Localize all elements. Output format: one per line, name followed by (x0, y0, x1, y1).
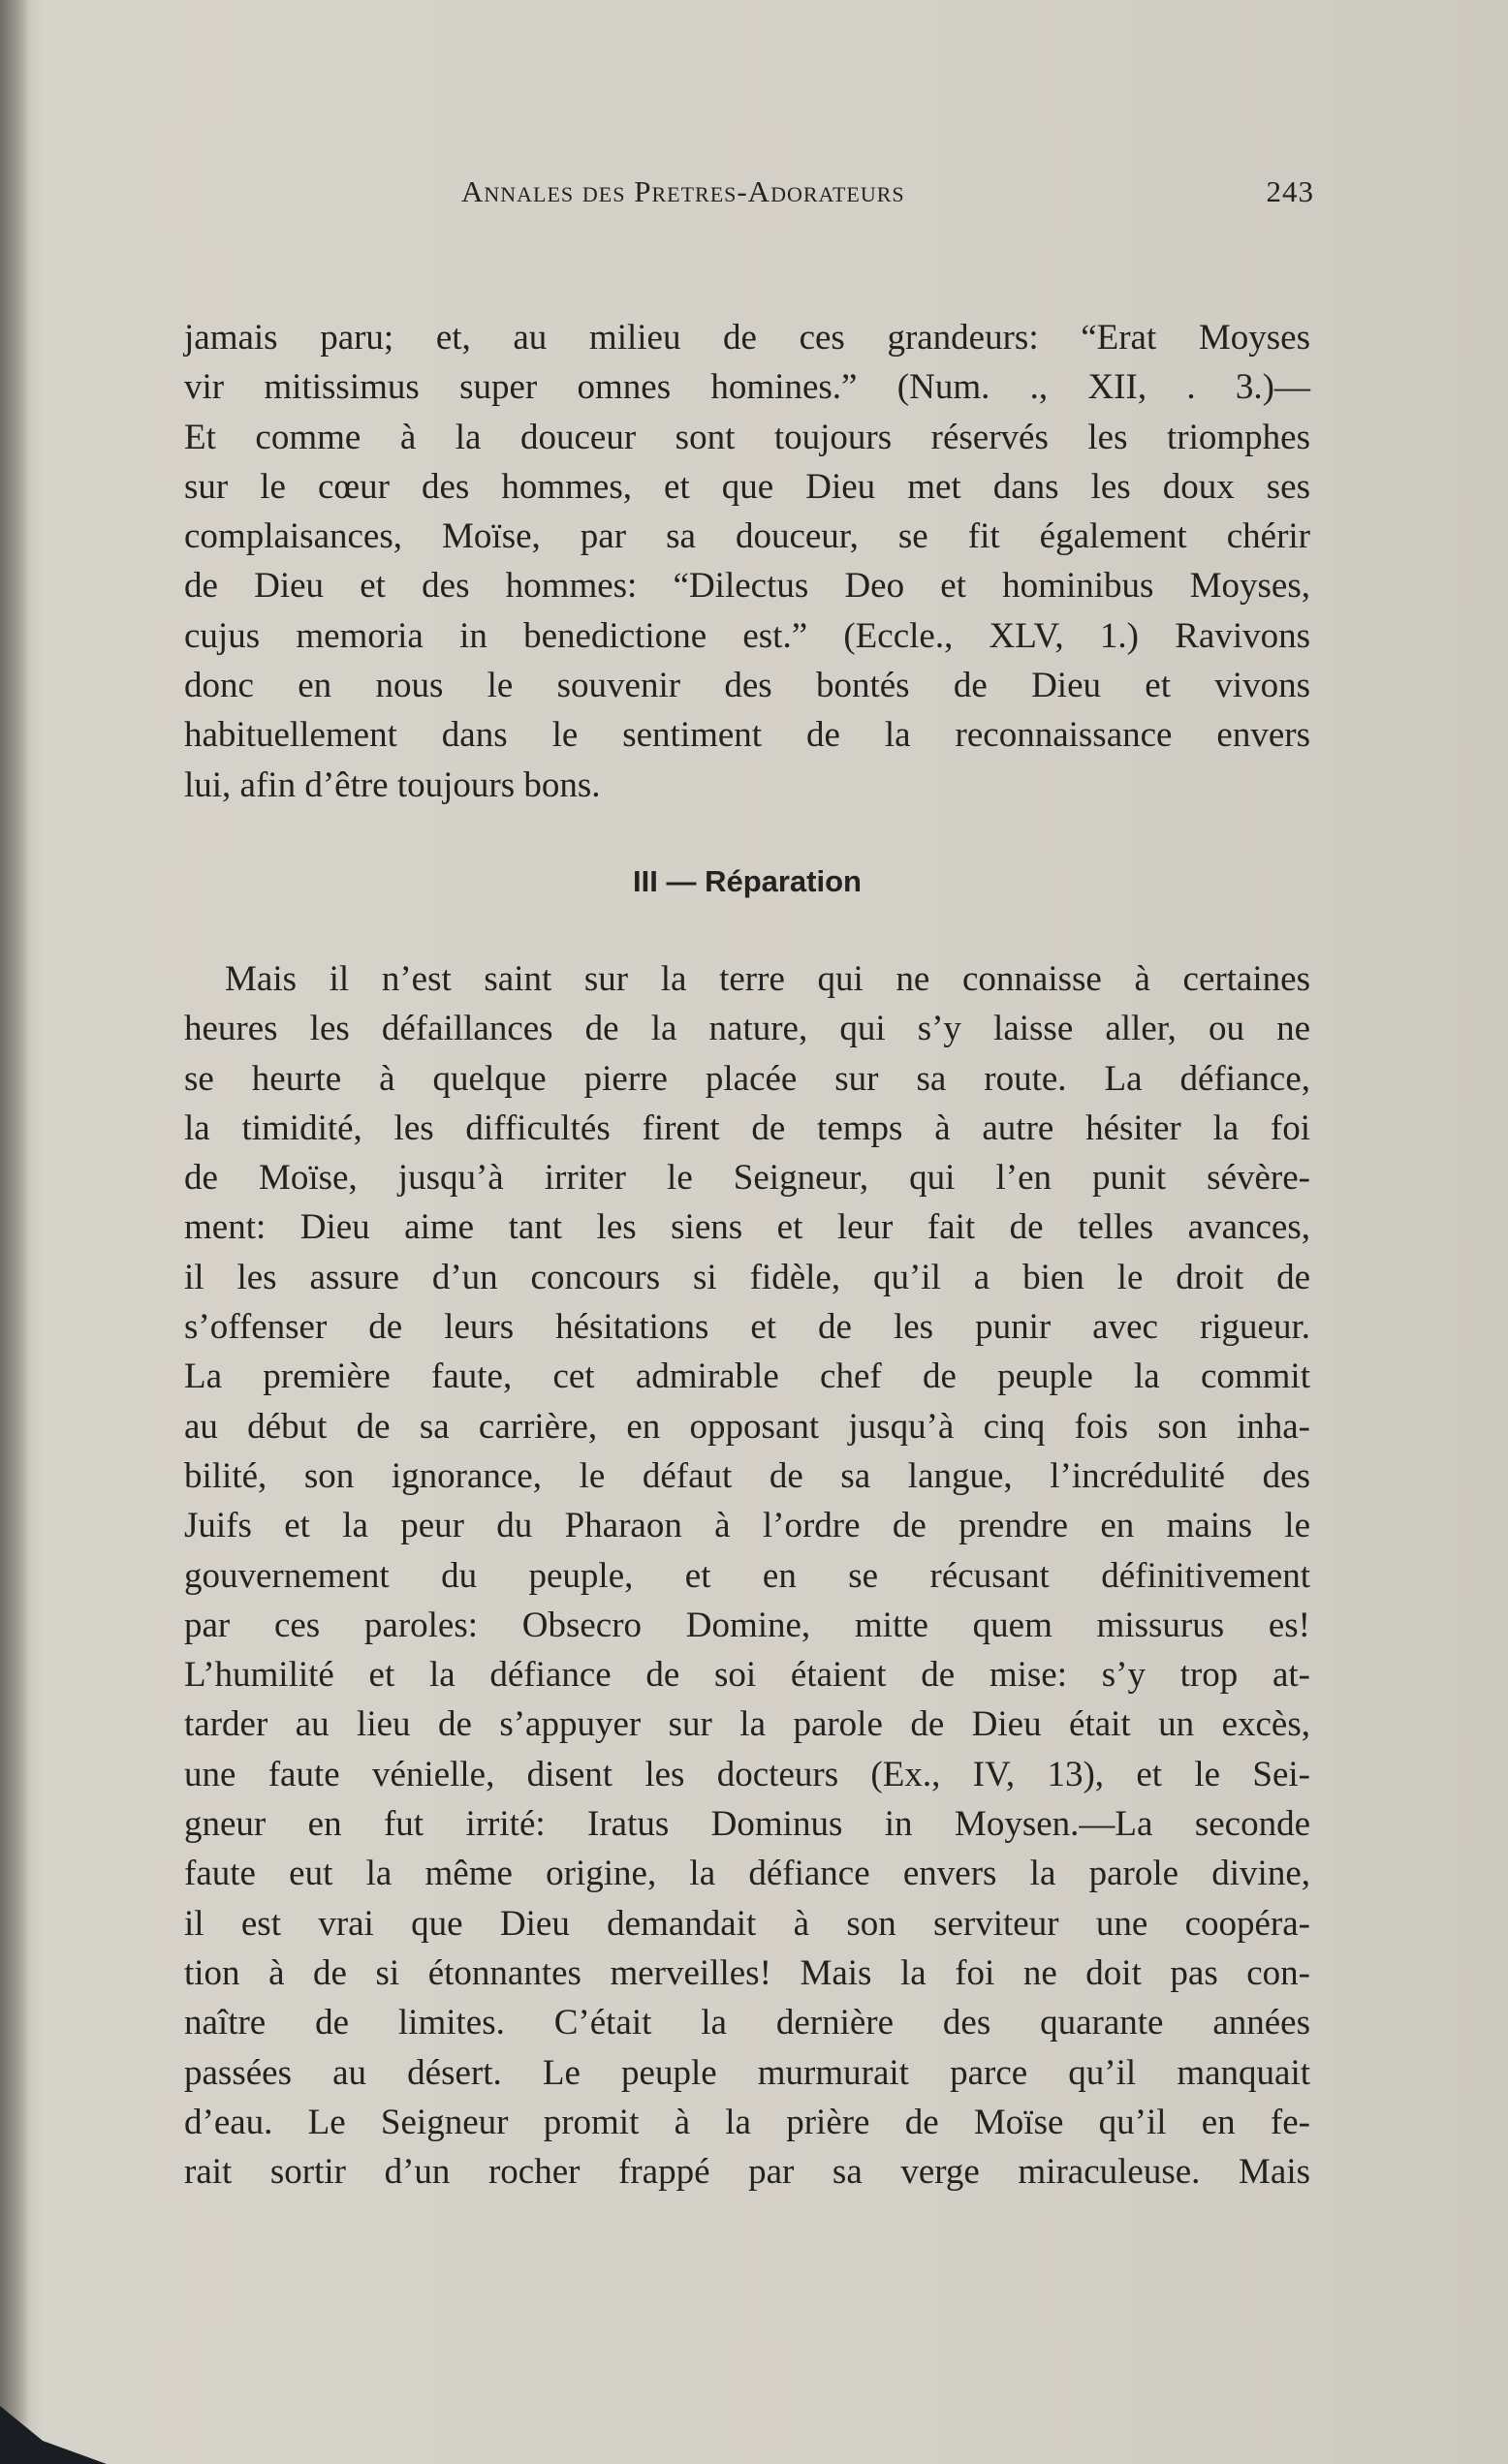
text-line: gouvernement du peuple, et en se récusant définitivement (184, 1555, 1310, 1596)
text-line: rait sortir d’un rocher frappé par sa verge miraculeuse. Mais (184, 2152, 1310, 2193)
running-header (461, 174, 1314, 209)
text-line: La première faute, cet admirable chef de peuple la commit (184, 1357, 1310, 1397)
text-line: il est vrai que Dieu demandait à son serviteur une coopéra- (184, 1903, 1310, 1944)
text-line: jamais paru; et, au milieu de ces grandeurs: “Erat Moyses (184, 318, 1310, 358)
text-line: habituellement dans le sentiment de la reconnaissance envers (184, 715, 1310, 756)
text-line: d’eau. Le Seigneur promit à la prière de Moïse qu’il en fe- (184, 2102, 1310, 2142)
text-line: de Moïse, jusqu’à irriter le Seigneur, qui l’en punit sévère- (184, 1158, 1310, 1199)
text-line: passées au désert. Le peuple murmurait parce qu’il manquait (184, 2052, 1310, 2093)
text-line: heures les défaillances de la nature, qui s’y laisse aller, ou ne (184, 1009, 1310, 1049)
page-number: 243 (1266, 174, 1314, 208)
text-line: donc en nous le souvenir des bontés de Dieu et vivons (184, 666, 1310, 706)
text-line: au début de sa carrière, en opposant jusqu’à cinq fois son inha- (184, 1406, 1310, 1447)
text-line: L’humilité et la défiance de soi étaient de mise: s’y trop at- (184, 1655, 1310, 1696)
text-line: Et comme à la douceur sont toujours réservés les triomphes (184, 417, 1310, 457)
book-spine-shadow (0, 0, 29, 2464)
text-line: s’offenser de leurs hésitations et de les punir avec rigueur. (184, 1307, 1310, 1348)
text-line: vir mitissimus super omnes homines.” (Num. ., XII, . 3.)— (184, 367, 1310, 408)
text-line: complaisances, Moïse, par sa douceur, se fit également chérir (184, 516, 1310, 557)
section-heading: III — Réparation (633, 864, 862, 898)
text-line: tion à de si étonnantes merveilles! Mais la foi ne doit pas con- (184, 1952, 1310, 1993)
text-line: lui, afin d’être toujours bons. (184, 764, 601, 805)
text-line: il les assure d’un concours si fidèle, qu’il a bien le droit de (184, 1257, 1310, 1297)
text-line: ment: Dieu aime tant les siens et leur fait de telles avances, (184, 1207, 1310, 1248)
text-line: par ces paroles: Obsecro Domine, mitte quem missurus es! (184, 1605, 1310, 1645)
paragraph-1 (184, 313, 1310, 810)
text-line: tarder au lieu de s’appuyer sur la parole de Dieu était un excès, (184, 1704, 1310, 1745)
text-line: Juifs et la peur du Pharaon à l’ordre de prendre en mains le (184, 1506, 1310, 1546)
text-line: de Dieu et des hommes: “Dilectus Deo et hominibus Moyses, (184, 566, 1310, 607)
text-line: cujus memoria in benedictione est.” (Eccle., XLV, 1.) Ravivons (184, 615, 1310, 656)
text-line: Mais il n’est saint sur la terre qui ne connaisse à certaines (225, 959, 1310, 999)
text-line: bilité, son ignorance, le défaut de sa langue, l’incrédulité des (184, 1455, 1310, 1496)
paragraph-2 (184, 954, 1310, 2197)
text-line: une faute vénielle, disent les docteurs (Ex., IV, 13), et le Sei- (184, 1754, 1310, 1794)
running-title: Annales des Pretres-Adorateurs (461, 174, 905, 208)
text-line: faute eut la même origine, la défiance envers la parole divine, (184, 1854, 1310, 1894)
text-line: la timidité, les difficultés firent de temps à autre hésiter la foi (184, 1107, 1310, 1148)
text-line: se heurte à quelque pierre placée sur sa route. La défiance, (184, 1058, 1310, 1099)
text-line: naître de limites. C’était la dernière des quarante années (184, 2003, 1310, 2043)
text-line: sur le cœur des hommes, et que Dieu met dans les doux ses (184, 466, 1310, 507)
text-line: gneur en fut irrité: Iratus Dominus in Moysen.—La seconde (184, 1804, 1310, 1845)
